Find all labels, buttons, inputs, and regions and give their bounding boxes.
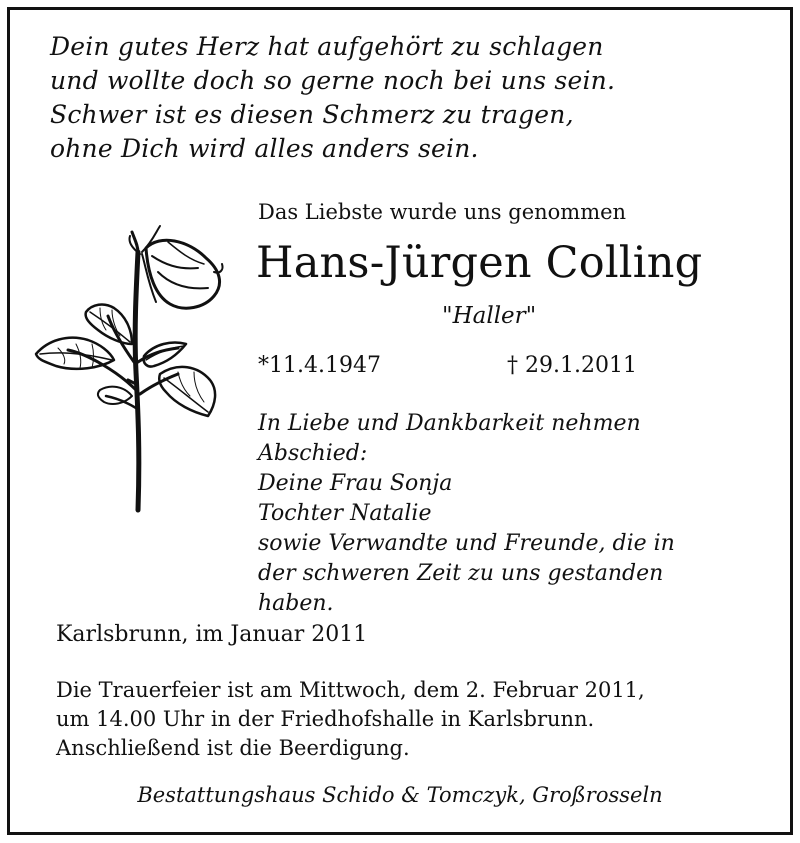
ceremony-line: Die Trauerfeier ist am Mittwoch, dem 2. Februar 2011, xyxy=(56,678,645,702)
place-and-date: Karlsbrunn, im Januar 2011 xyxy=(56,622,368,647)
ceremony-line: Anschließend ist die Beerdigung. xyxy=(56,736,410,760)
ceremony-line: um 14.00 Uhr in der Friedhofshalle in Karlsbrunn. xyxy=(56,707,595,731)
poem xyxy=(50,30,615,166)
nickname: "Haller" xyxy=(442,303,537,329)
farewell-line: In Liebe und Dankbarkeit nehmen xyxy=(258,411,641,436)
poem-line: Dein gutes Herz hat aufgehört zu schlagen xyxy=(50,32,604,61)
death-date: † 29.1.2011 xyxy=(507,353,637,378)
ceremony-info xyxy=(56,676,645,763)
birth-date: *11.4.1947 xyxy=(258,353,381,378)
poem-line: ohne Dich wird alles anders sein. xyxy=(50,134,479,163)
wilted-rose-icon xyxy=(28,212,228,517)
farewell-line: Abschied: xyxy=(258,441,368,466)
farewell-line: Tochter Natalie xyxy=(258,501,432,526)
funeral-home: Bestattungshaus Schido & Tomczyk, Großrosseln xyxy=(137,783,663,807)
farewell-line: der schweren Zeit zu uns gestanden xyxy=(258,561,664,586)
farewell-text xyxy=(258,409,738,619)
farewell-line: Deine Frau Sonja xyxy=(258,471,453,496)
deceased-name: Hans-Jürgen Colling xyxy=(256,238,703,288)
poem-line: Schwer ist es diesen Schmerz zu tragen, xyxy=(50,100,574,129)
intro-line: Das Liebste wurde uns genommen xyxy=(258,200,627,224)
farewell-line: sowie Verwandte und Freunde, die in xyxy=(258,531,675,556)
poem-line: und wollte doch so gerne noch bei uns sein. xyxy=(50,66,616,95)
farewell-line: haben. xyxy=(258,591,334,616)
